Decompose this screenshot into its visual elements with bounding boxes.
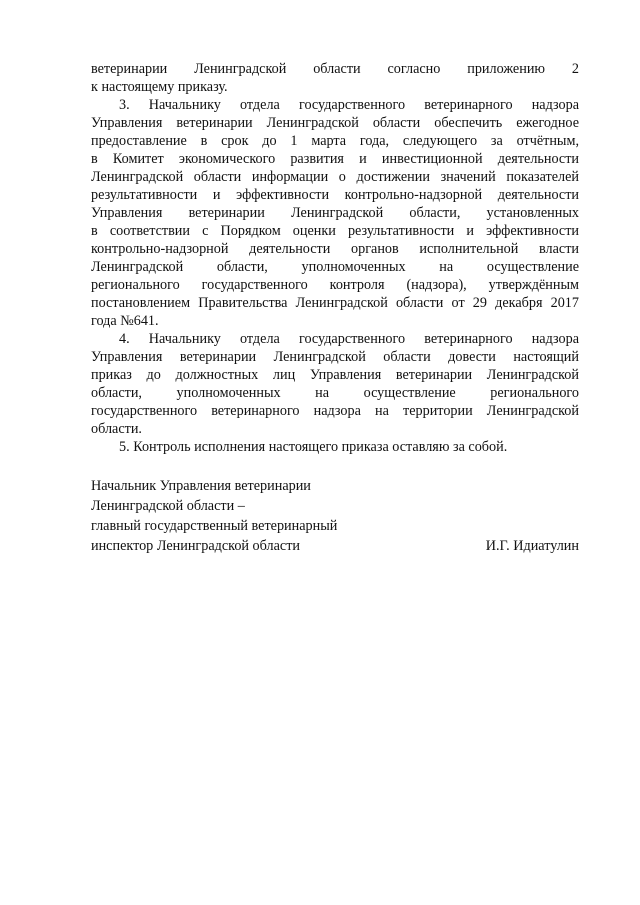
text-line: регионального государственного контроля (надзора), утверждённым [91,277,579,293]
paragraph-item-4 [91,330,579,438]
text-line: 4. Начальнику отдела государственного ветеринарного надзора [119,331,579,347]
text-line: контрольно-надзорной деятельности органов исполнительной власти [91,241,579,257]
paragraph-continuation [91,60,579,96]
signer-position-line: инспектор Ленинградской области [91,538,300,554]
text-line: области. [91,421,142,437]
signature-row [91,536,579,556]
text-line: государственного ветеринарного надзора на территории Ленинградской [91,403,579,419]
signer-position-line: Ленинградской области – [91,498,245,514]
text-line: Ленинградской области информации о достижении значений показателей [91,169,579,185]
text-line: к настоящему приказу. [91,79,228,95]
signer-name: И.Г. Идиатулин [485,538,579,554]
text-line: предоставление в срок до 1 марта года, следующего за отчётным, [91,133,579,149]
text-line: ветеринарии Ленинградской области согласно приложению 2 [91,61,579,77]
paragraph-item-5 [91,438,579,456]
text-line: постановлением Правительства Ленинградской области от 29 декабря 2017 [91,295,579,311]
text-line: Ленинградской области, уполномоченных на осуществление [91,259,579,275]
text-line: приказ до должностных лиц Управления ветеринарии Ленинградской [91,367,579,383]
text-line: области, уполномоченных на осуществление регионального [91,385,579,401]
paragraph-item-3 [91,96,579,330]
text-line: 5. Контроль исполнения настоящего приказа оставляю за собой. [119,439,508,455]
text-line: в Комитет экономического развития и инвестиционной деятельности [91,151,579,167]
text-line: 3. Начальнику отдела государственного ветеринарного надзора [119,97,579,113]
text-line: Управления ветеринарии Ленинградской области довести настоящий [91,349,579,365]
text-line: Управления ветеринарии Ленинградской области, установленных [91,205,579,221]
text-line: Управления ветеринарии Ленинградской области обеспечить ежегодное [91,115,579,131]
text-line: года №641. [91,313,159,329]
signer-position-line: Начальник Управления ветеринарии [91,478,311,494]
document-body [91,60,579,456]
text-line: результативности и эффективности контрольно-надзорной деятельности [91,187,579,203]
signer-position-line: главный государственный ветеринарный [91,518,338,534]
signature-block [91,476,579,556]
text-line: в соответствии с Порядком оценки результативности и эффективности [91,223,579,239]
